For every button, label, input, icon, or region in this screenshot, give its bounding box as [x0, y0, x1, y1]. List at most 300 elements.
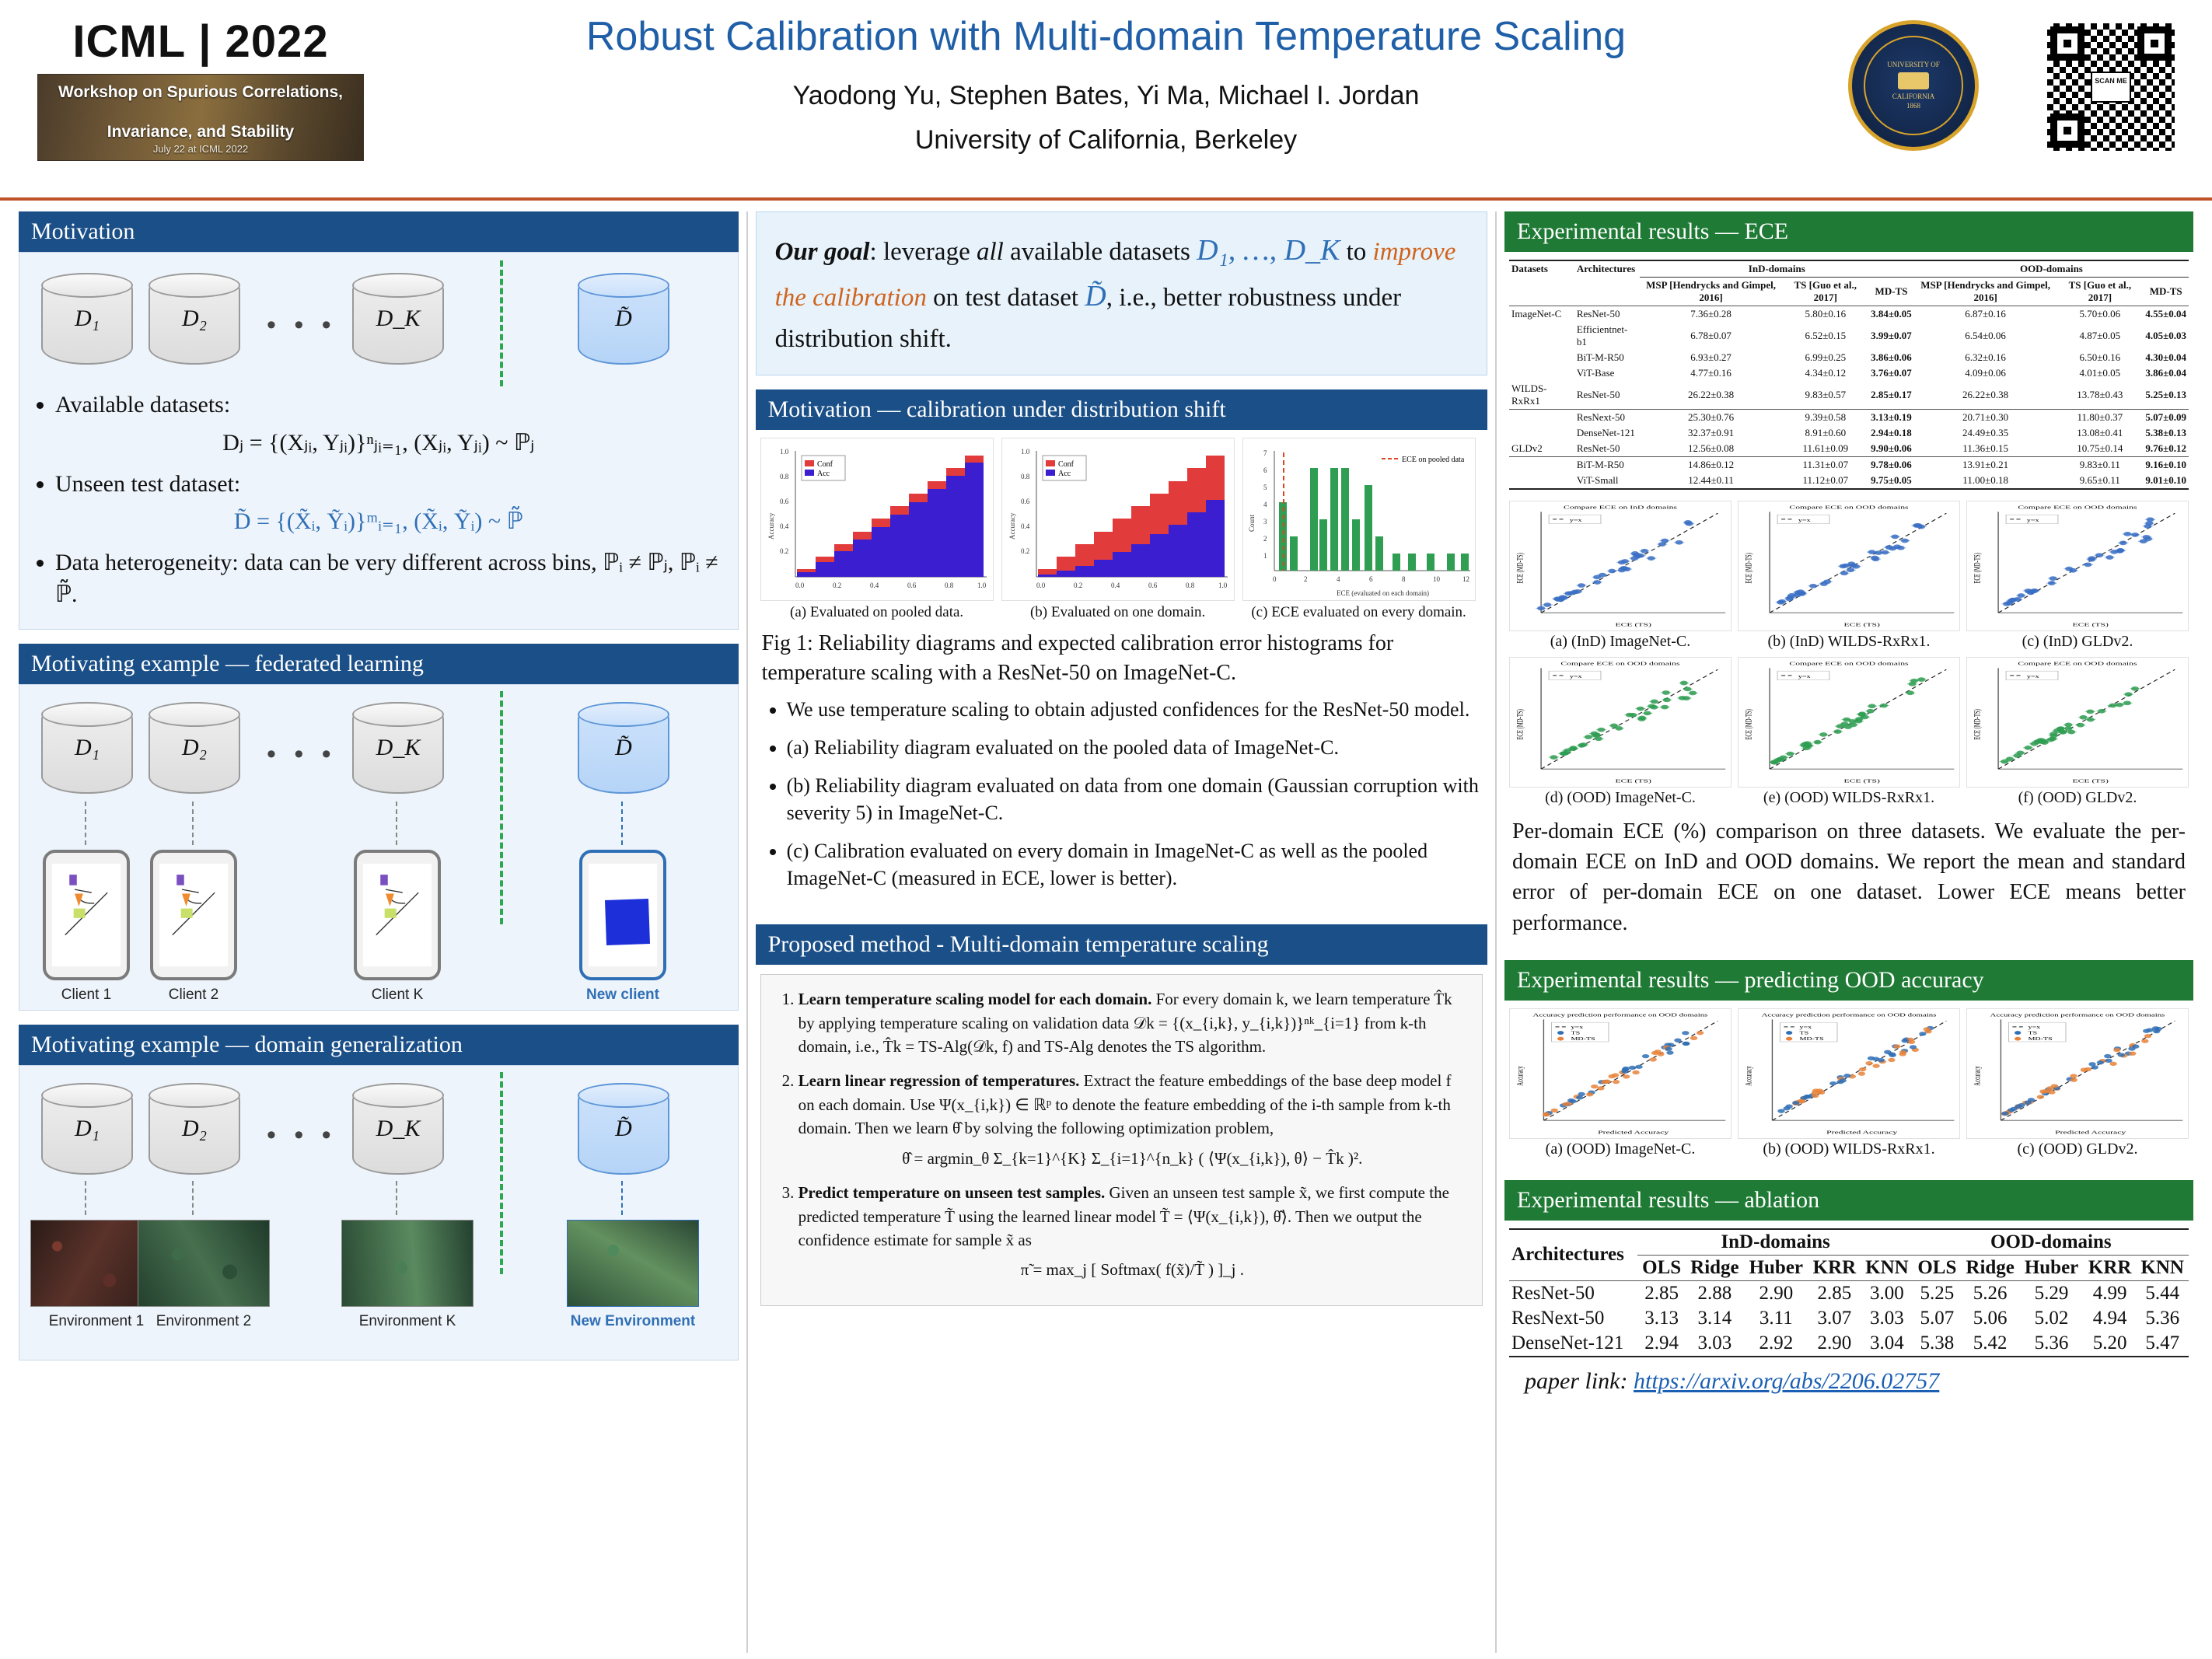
abl-cell-value: 4.99 [2092, 1282, 2127, 1304]
abl-cell-value: 2.85 [1644, 1282, 1679, 1304]
fig1-subcap-b: (b) Evaluated on one domain. [1029, 603, 1206, 620]
ece-table [1509, 260, 2189, 490]
goal-text-5: , i.e., better robustness under distribution shift. [774, 283, 1402, 353]
abl-cell-value: 2.88 [1697, 1282, 1732, 1304]
method-step-3-body: Given an unseen test sample x̃, we first compute the predicted temperature T̃ using the learned linear model T̃ = ⟨Ψ(x_{i,k}), θ̂⟩. Then we output the confidence estimate for sample x̃ as [798, 1183, 1449, 1250]
svg-text:0.6: 0.6 [1020, 497, 1029, 505]
qr-code-icon[interactable] [2041, 17, 2181, 157]
client-phone-2 [150, 850, 237, 980]
dg-label-d2: D₂ [181, 1116, 208, 1141]
dataset-cylinder-dk [352, 273, 444, 365]
abl-cell-value: 3.03 [1697, 1332, 1732, 1353]
table-row [1509, 425, 2189, 441]
ece-cell-value: 3.99±0.07 [1871, 330, 1912, 341]
svg-text:Predicted Accuracy: Predicted Accuracy [1826, 1130, 1898, 1136]
ece-cell-value: 9.75±0.05 [1871, 474, 1912, 486]
goal-lead: Our goal [774, 238, 870, 266]
ece-cell-arch: ResNet-50 [1576, 308, 1620, 320]
svg-text:ECE (MD-TS): ECE (MD-TS) [1745, 709, 1755, 740]
network-icon [167, 871, 220, 945]
abl-th-arch: Architectures [1511, 1244, 1624, 1266]
panel-domain-generalization [19, 1025, 739, 1360]
dg-cylinder-dk [352, 1083, 444, 1175]
ece-cell-value: 3.86±0.04 [2145, 367, 2186, 379]
ece-cell-value: 4.87±0.05 [2079, 330, 2121, 341]
motivation-bullets-2 [33, 469, 724, 501]
svg-text:y=x: y=x [2028, 1024, 2041, 1029]
ece-cell-value: 4.01±0.05 [2079, 367, 2121, 379]
ece-cell-value: 9.78±0.06 [1871, 459, 1912, 470]
ece-cell-value: 3.86±0.06 [1871, 351, 1912, 363]
dataset-label-d1: D₁ [74, 306, 100, 331]
svg-text:MD-TS: MD-TS [2028, 1036, 2053, 1042]
ece-cell-value: 6.87±0.16 [1965, 308, 2006, 320]
dataset-cylinder-dtest [578, 273, 669, 365]
dg-cylinder-d1 [41, 1083, 133, 1175]
client-phone-new [579, 850, 666, 980]
page-title: Robust Calibration with Multi-domain Temperature Scaling [585, 14, 1627, 59]
abl-cell-value: 2.85 [1817, 1282, 1852, 1304]
svg-text:y=x: y=x [1571, 1024, 1584, 1029]
ece-cell-value: 3.13±0.19 [1871, 411, 1912, 423]
ece-cell-value: 25.30±0.76 [1688, 411, 1735, 423]
workshop-line1: Workshop on Spurious Correlations, [58, 83, 343, 101]
svg-text:Accuracy: Accuracy [1516, 1065, 1526, 1086]
svg-text:TS: TS [2028, 1030, 2038, 1036]
svg-text:0.6: 0.6 [1148, 581, 1157, 589]
ece-scatter-plot [1738, 501, 1960, 651]
icml-conference-label: ICML | 2022 [72, 16, 329, 67]
method-step-2 [798, 1069, 1466, 1170]
dataset-label-dtest: D̃ [615, 306, 632, 331]
caption-client-2: Client 2 [168, 987, 219, 1003]
ece-cell-value: 13.08±0.41 [2077, 427, 2123, 438]
svg-text:ECE (evaluated on each domain): ECE (evaluated on each domain) [1336, 589, 1429, 597]
panel-method-body [756, 965, 1487, 1314]
goal-text-3: to [1340, 238, 1373, 266]
ece-cell-value: 4.77±0.16 [1690, 367, 1732, 379]
svg-text:0: 0 [1272, 575, 1277, 583]
svg-text:1: 1 [1263, 551, 1267, 560]
caption-client-1: Client 1 [61, 987, 112, 1003]
abl-th-ind: InD-domains [1637, 1229, 1913, 1256]
bullet-heterogeneity: • Data heterogeneity: data can be very different across bins, ℙᵢ ≠ ℙⱼ, ℙᵢ ≠ ℙ̃. [55, 547, 724, 610]
method-step-3-title: Predict temperature on unseen test samples. [798, 1183, 1106, 1203]
ece-cell-value: 9.76±0.12 [2145, 442, 2186, 454]
svg-text:Count: Count [1247, 514, 1256, 532]
network-icon [371, 871, 424, 945]
svg-text:y=x: y=x [1799, 1024, 1812, 1029]
abl-cell-value: 3.11 [1759, 1307, 1793, 1329]
table-row [1509, 381, 2189, 410]
svg-text:0.6: 0.6 [779, 497, 788, 505]
svg-text:0.4: 0.4 [1020, 522, 1029, 530]
ece-scatter-caption: (b) (InD) WILDS-RxRx1. [1767, 633, 1931, 650]
table-row [1509, 306, 2189, 323]
goal-math-test: D̃ [1085, 279, 1106, 313]
ece-cell-value: 5.25±0.13 [2145, 389, 2186, 400]
abl-cell-value: 2.92 [1759, 1332, 1794, 1353]
workshop-line2: Invariance, and Stability [107, 123, 295, 141]
ece-th-ood: OOD-domains [1914, 260, 2189, 278]
svg-text:Accuracy: Accuracy [1973, 1065, 1983, 1086]
svg-text:10: 10 [1432, 575, 1440, 583]
svg-text:1.0: 1.0 [977, 581, 986, 589]
fed-cylinder-dk [352, 702, 444, 794]
ece-cell-value: 6.52±0.15 [1805, 330, 1847, 341]
ece-cell-value: 9.16±0.10 [2145, 459, 2186, 470]
dg-ellipsis: • • • [267, 1120, 337, 1150]
panel-domaingen-title: Motivating example — domain generalization [19, 1025, 739, 1065]
workshop-line3: July 22 at ICML 2022 [152, 143, 249, 155]
method-step-1-body: For every domain k, we learn temperature T̂k by applying temperature scaling on validation data 𝒟k = {(x_{i,k}, y_{i,k})}ⁿᵏ_{i=1} from k-th domain, i.e., T̂k = TS-Alg(𝒟k, f) and TS-Alg denotes the TS algorithm. [798, 990, 1452, 1056]
svg-text:TS: TS [1571, 1030, 1581, 1036]
svg-text:0.6: 0.6 [907, 581, 916, 589]
svg-text:ECE (TS): ECE (TS) [1615, 778, 1651, 784]
ece-cell-dataset [1509, 350, 1574, 365]
panel-motivation-body [19, 252, 739, 630]
ece-cell-value: 9.65±0.11 [2079, 474, 2120, 486]
ece-cell-arch: ViT-Small [1576, 474, 1619, 486]
abl-cell-value: 2.90 [1817, 1332, 1852, 1353]
caption-environment-1: Environment 1 [48, 1313, 145, 1329]
abl-cell-value: 3.03 [1870, 1307, 1904, 1329]
abl-subheader: KRR [1812, 1256, 1857, 1278]
ece-cell-value: 11.80±0.37 [2077, 411, 2123, 423]
abl-subheader: KRR [2088, 1256, 2132, 1278]
svg-text:ECE (MD-TS): ECE (MD-TS) [1516, 553, 1526, 584]
fed-label-d1: D₁ [74, 735, 100, 760]
svg-text:0.4: 0.4 [1110, 581, 1120, 589]
goal-text-4: on test dataset [926, 283, 1085, 312]
svg-text:2: 2 [1303, 575, 1308, 583]
table-row [1509, 322, 2189, 350]
svg-text:ECE (TS): ECE (TS) [2072, 622, 2109, 628]
ece-scatter-plot [1509, 657, 1732, 807]
panel-federated-body [19, 684, 739, 1011]
ece-cell-value: 6.78±0.07 [1690, 330, 1732, 341]
svg-text:7: 7 [1263, 449, 1267, 457]
panel-ood-accuracy [1504, 960, 2193, 1166]
svg-text:0.4: 0.4 [869, 581, 879, 589]
table-row [1509, 365, 2189, 381]
fig1-bullet-2: • (a) Reliability diagram evaluated on the pooled data of ImageNet-C. [787, 734, 1483, 761]
ece-cell-value: 9.83±0.57 [1805, 389, 1847, 400]
ece-cell-arch: Efficientnet-b1 [1576, 323, 1628, 348]
panel-proposed-method [756, 924, 1487, 1314]
abl-subheader: Ridge [1966, 1256, 2015, 1278]
divider-dashed [500, 260, 503, 386]
svg-text:ECE (TS): ECE (TS) [1843, 778, 1880, 784]
ece-cell-value: 8.91±0.60 [1805, 427, 1847, 438]
ece-cell-value: 9.83±0.11 [2079, 459, 2120, 470]
ece-cell-value: 4.09±0.06 [1965, 367, 2006, 379]
svg-text:Compare ECE on InD domains: Compare ECE on InD domains [1563, 505, 1678, 511]
ece-cell-value: 3.84±0.05 [1871, 308, 1912, 320]
goal-text-1: : leverage [869, 238, 977, 266]
ece-cell-value: 13.91±0.21 [1962, 459, 2009, 470]
abl-th-ood: OOD-domains [1913, 1229, 2189, 1256]
poster-header [0, 0, 2212, 201]
fig1-bullets [760, 696, 1483, 892]
dataset-label-d2: D₂ [181, 306, 208, 331]
method-step-2-body: Extract the feature embeddings of the base deep model f on each domain. Use Ψ(x_{i,k}) ∈ ℝᵖ to denote the feature embedding of the i-th sample from k-th domain. Then we learn θ̂ by solving the following optimization problem, [798, 1071, 1452, 1138]
abl-cell-value: 5.06 [1973, 1307, 2008, 1329]
fig1-bullet-3: • (b) Reliability diagram evaluated on data from one domain (Gaussian corruption with severity 5) in ImageNet-C. [787, 772, 1483, 826]
method-step-3-equation: π̃ = max_j [ Softmax( f(x̃)/T̃ ) ]_j . [1020, 1260, 1245, 1280]
fig1-subcap-c: (c) ECE evaluated on every domain. [1251, 603, 1466, 620]
ece-cell-value: 14.86±0.12 [1688, 459, 1735, 470]
left-column [11, 211, 746, 1653]
dg-cylinder-dtest [578, 1083, 669, 1175]
dg-label-dtest: D̃ [615, 1116, 632, 1141]
ece-description: Per-domain ECE (%) comparison on three datasets. We evaluate the per-domain ECE on InD and OOD domains. We report the mean and standard error of per-domain ECE on one dataset. Lower ECE means better performance. [1512, 819, 2186, 935]
svg-text:Compare ECE on OOD domains: Compare ECE on OOD domains [2018, 505, 2137, 511]
motivation-bullets-3 [33, 547, 724, 610]
abl-cell-arch: ResNext-50 [1511, 1307, 1605, 1329]
abl-cell-value: 5.20 [2092, 1332, 2127, 1353]
right-column [1497, 211, 2201, 1653]
svg-text:ECE (MD-TS): ECE (MD-TS) [1973, 553, 1983, 584]
svg-text:Compare ECE on OOD domains: Compare ECE on OOD domains [1789, 661, 1909, 667]
ood-scatter-caption: (b) (OOD) WILDS-RxRx1. [1763, 1140, 1935, 1158]
ece-cell-value: 9.90±0.06 [1871, 442, 1912, 454]
ece-cell-value: 5.70±0.06 [2079, 308, 2121, 320]
ece-cell-arch: ResNet-50 [1576, 389, 1620, 400]
fed-label-dk: D_K [376, 735, 421, 760]
table-row [1509, 1280, 2189, 1306]
caption-new-environment: New Environment [570, 1313, 696, 1329]
panel-oodacc-title: Experimental results — predicting OOD accuracy [1504, 960, 2193, 1001]
abl-subheader: Huber [1749, 1256, 1804, 1278]
ece-cell-dataset: WILDS-RxRx1 [1511, 382, 1547, 407]
panel-federated-title: Motivating example — federated learning [19, 644, 739, 684]
svg-text:y=x: y=x [1798, 673, 1811, 679]
svg-text:6: 6 [1368, 575, 1373, 583]
ece-scatter-caption: (a) (InD) ImageNet-C. [1550, 633, 1691, 650]
ece-cell-value: 5.38±0.13 [2145, 427, 2186, 438]
environment-image-new [567, 1220, 699, 1307]
ece-cell-value: 2.85±0.17 [1871, 389, 1912, 400]
abl-subheader: OLS [1917, 1256, 1957, 1278]
ece-cell-arch: BiT-M-R50 [1576, 351, 1624, 363]
svg-text:1.0: 1.0 [1020, 447, 1029, 456]
ece-cell-dataset: GLDv2 [1511, 442, 1543, 454]
svg-text:TS: TS [1799, 1030, 1809, 1036]
environment-image-k [341, 1220, 474, 1307]
abl-cell-value: 2.94 [1644, 1332, 1679, 1353]
svg-text:ECE (MD-TS): ECE (MD-TS) [1745, 553, 1755, 584]
svg-text:Predicted Accuracy: Predicted Accuracy [2055, 1130, 2126, 1136]
panel-ablation-title: Experimental results — ablation [1504, 1180, 2193, 1221]
ece-cell-dataset [1509, 473, 1574, 489]
equation-available-datasets: Dⱼ = {(Xⱼᵢ, Yⱼᵢ)}ⁿⱼᵢ₌₁, (Xⱼᵢ, Yⱼᵢ) ~ ℙⱼ [222, 429, 535, 456]
fed-label-d2: D₂ [181, 735, 208, 760]
fig1-bullet-4: • (c) Calibration evaluated on every domain in ImageNet-C as well as the pooled ImageNet-C (measured in ECE, lower is better). [787, 837, 1483, 892]
fed-cylinder-dtest [578, 702, 669, 794]
bullet-unseen-dataset: • Unseen test dataset: [55, 469, 724, 501]
fig1-plot-c [1242, 438, 1476, 621]
ood-scatter-caption: (a) (OOD) ImageNet-C. [1545, 1140, 1696, 1158]
ece-cell-value: 5.80±0.16 [1805, 308, 1847, 320]
panel-fig1 [756, 389, 1487, 910]
authors: Yaodong Yu, Stephen Bates, Yi Ma, Michael I. Jordan [792, 80, 1420, 110]
ece-cell-value: 32.37±0.91 [1688, 427, 1735, 438]
svg-text:MD-TS: MD-TS [1571, 1036, 1595, 1042]
paper-link-label: paper link: [1525, 1367, 1634, 1394]
abl-cell-value: 3.07 [1817, 1307, 1852, 1329]
ece-scatter-caption: (f) (OOD) GLDv2. [2018, 789, 2137, 806]
svg-text:ECE (TS): ECE (TS) [2072, 778, 2109, 784]
abl-subheader: Huber [2024, 1256, 2079, 1278]
ece-cell-dataset [1509, 322, 1574, 350]
svg-text:Accuracy: Accuracy [1745, 1065, 1755, 1086]
method-step-2-title: Learn linear regression of temperatures. [798, 1071, 1080, 1091]
ece-cell-value: 6.99±0.25 [1805, 351, 1847, 363]
ece-sub-mdts-ind: MD-TS [1875, 285, 1908, 297]
svg-text:Compare ECE on OOD domains: Compare ECE on OOD domains [1789, 505, 1909, 511]
svg-text:1.0: 1.0 [1218, 581, 1227, 589]
svg-text:ECE (TS): ECE (TS) [1615, 622, 1651, 628]
ablation-table [1509, 1228, 2189, 1357]
svg-text:Conf: Conf [1057, 459, 1074, 469]
ece-cell-value: 11.61±0.09 [1802, 442, 1849, 454]
paper-link[interactable] [1525, 1368, 2189, 1395]
abl-cell-value: 3.00 [1870, 1282, 1904, 1304]
abl-cell-value: 2.90 [1759, 1282, 1794, 1304]
ece-scatter-plot [1509, 501, 1732, 651]
svg-text:Accuracy prediction performanc: Accuracy prediction performance on OOD domains [1990, 1011, 2165, 1018]
abl-cell-arch: ResNet-50 [1511, 1282, 1595, 1304]
abl-cell-arch: DenseNet-121 [1511, 1332, 1624, 1353]
table-row [1509, 1331, 2189, 1357]
goal-math-datasets: D₁, …, D_K [1197, 234, 1340, 267]
dataset-cylinder-d1 [41, 273, 133, 365]
goal-text-2: available datasets [1003, 238, 1197, 266]
svg-text:3: 3 [1263, 517, 1267, 526]
ece-cell-value: 11.00±0.18 [1962, 474, 2008, 486]
ece-cell-value: 12.44±0.11 [1688, 474, 1734, 486]
icml-logo [37, 16, 364, 161]
ece-cell-dataset [1509, 457, 1574, 473]
svg-text:2: 2 [1263, 534, 1267, 543]
abl-cell-value: 5.47 [2145, 1332, 2180, 1353]
new-client-indicator [605, 899, 650, 945]
svg-text:y=x: y=x [2026, 517, 2039, 523]
ece-cell-value: 26.22±0.38 [1688, 389, 1735, 400]
method-step-1-title: Learn temperature scaling model for each domain. [798, 990, 1152, 1009]
method-step-2-equation: θ̂ = argmin_θ Σ_{k=1}^{K} Σ_{i=1}^{n_k} ( ⟨Ψ(x_{i,k}), θ⟩ − T̂k )². [902, 1148, 1363, 1168]
ece-cell-value: 7.36±0.28 [1690, 308, 1732, 320]
federated-dataset-diagram [33, 697, 724, 806]
ece-cell-arch: DenseNet-121 [1576, 427, 1635, 438]
svg-text:y=x: y=x [2026, 673, 2039, 679]
fig1-plot-b [1001, 438, 1235, 621]
svg-text:Accuracy: Accuracy [1008, 512, 1016, 540]
title-block [404, 14, 1808, 155]
abl-cell-value: 3.13 [1644, 1307, 1679, 1329]
svg-text:ECE on pooled data: ECE on pooled data [1401, 455, 1464, 464]
method-step-1 [798, 987, 1466, 1058]
abl-cell-value: 5.02 [2034, 1307, 2069, 1329]
ece-scatter-caption: (d) (OOD) ImageNet-C. [1545, 789, 1696, 806]
panel-ece [1504, 211, 2193, 946]
fig1-caption: Fig 1: Reliability diagrams and expected calibration error histograms for temperature scaling with a ResNet-50 on ImageNet-C. [761, 630, 1394, 685]
ece-cell-dataset [1509, 365, 1574, 381]
middle-column [746, 211, 1497, 1653]
table-row [1509, 457, 2189, 473]
ece-scatter-plot [1738, 657, 1960, 807]
bullet-available-datasets: • Available datasets: [55, 389, 724, 421]
svg-text:0.8: 0.8 [1185, 581, 1194, 589]
ece-cell-arch: ResNext-50 [1576, 411, 1625, 423]
federated-clients [33, 806, 724, 1003]
svg-text:0.8: 0.8 [779, 472, 788, 480]
ece-cell-value: 6.50±0.16 [2079, 351, 2121, 363]
abl-subheader: KNN [1865, 1256, 1909, 1278]
motivation-bullets [33, 389, 724, 421]
panel-oodacc-body [1504, 1001, 2193, 1166]
affiliation: University of California, Berkeley [914, 124, 1298, 155]
panel-federated-learning [19, 644, 739, 1011]
svg-text:ECE (MD-TS): ECE (MD-TS) [1973, 709, 1983, 740]
ece-cell-value: 6.32±0.16 [1965, 351, 2006, 363]
ece-sub-ts-ood: TS [Guo et al., 2017] [2068, 279, 2132, 303]
svg-text:0.0: 0.0 [795, 581, 804, 589]
network-icon [60, 871, 113, 945]
abl-subheader: Ridge [1690, 1256, 1739, 1278]
ece-th-datasets: Datasets [1511, 263, 1548, 275]
ece-cell-value: 12.56±0.08 [1688, 442, 1735, 454]
ellipsis: • • • [267, 310, 337, 340]
svg-text:1.0: 1.0 [779, 447, 788, 456]
svg-text:Acc: Acc [816, 469, 830, 478]
paper-link-url[interactable]: https://arxiv.org/abs/2206.02757 [1633, 1367, 1940, 1394]
table-row [1509, 1306, 2189, 1331]
svg-text:ECE (MD-TS): ECE (MD-TS) [1516, 709, 1526, 740]
ece-cell-value: 4.34±0.12 [1805, 367, 1847, 379]
svg-text:Conf: Conf [816, 459, 833, 469]
ece-cell-value: 9.01±0.10 [2145, 474, 2186, 486]
abl-cell-value: 5.29 [2034, 1282, 2069, 1304]
abl-cell-value: 5.42 [1973, 1332, 2008, 1353]
svg-text:0.8: 0.8 [944, 581, 953, 589]
abl-cell-value: 5.07 [1920, 1307, 1955, 1329]
ece-cell-value: 24.49±0.35 [1962, 427, 2009, 438]
fed-ellipsis: • • • [267, 739, 337, 769]
ece-cell-value: 11.31±0.07 [1802, 459, 1849, 470]
ece-cell-dataset [1509, 410, 1574, 426]
ece-cell-value: 4.30±0.04 [2145, 351, 2186, 363]
svg-text:Acc: Acc [1057, 469, 1071, 478]
ece-cell-arch: ViT-Base [1576, 367, 1615, 379]
panel-motivation-title: Motivation [19, 211, 739, 252]
equation-unseen-dataset: D̃ = {(X̃ᵢ, Ỹᵢ)}ᵐᵢ₌₁, (X̃ᵢ, Ỹᵢ) ~ ℙ̃ [233, 508, 523, 534]
fig1-plot-a [760, 438, 994, 621]
ece-cell-arch: ResNet-50 [1576, 442, 1620, 454]
ece-cell-value: 3.76±0.07 [1871, 367, 1912, 379]
svg-text:4: 4 [1263, 500, 1267, 508]
fed-label-dtest: D̃ [615, 735, 632, 760]
abl-cell-value: 4.94 [2092, 1307, 2127, 1329]
panel-ablation-body [1504, 1221, 2193, 1402]
environment-image-2 [138, 1220, 270, 1307]
svg-text:5: 5 [1263, 483, 1267, 491]
panel-ece-body [1504, 252, 2193, 946]
ece-cell-value: 10.75±0.14 [2077, 442, 2123, 454]
panel-fig1-title: Motivation — calibration under distribution shift [756, 389, 1487, 430]
ece-sub-msp-ood: MSP [Hendrycks and Gimpel, 2016] [1920, 279, 2051, 303]
